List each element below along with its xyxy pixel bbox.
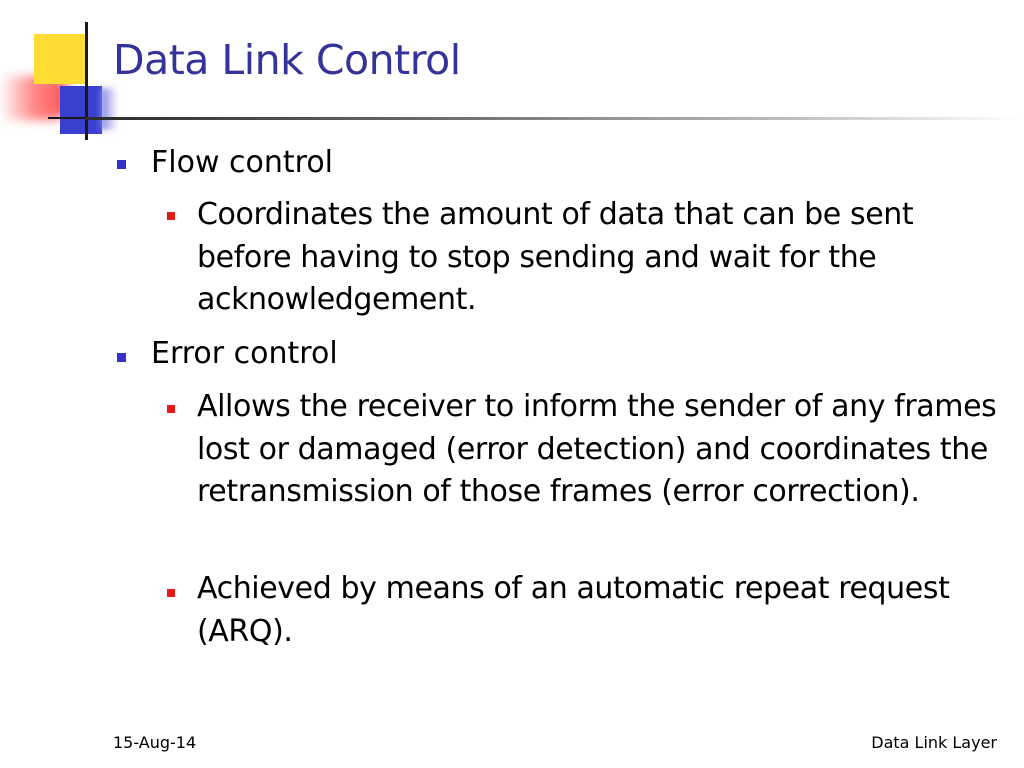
bullet-error-control: Error control	[151, 336, 338, 371]
footer-title: Data Link Layer	[871, 733, 997, 752]
footer-date: 15-Aug-14	[113, 733, 197, 752]
sub-bullet-error-allows: Allows the receiver to inform the sender of any frames lost or damaged (error detection) and coordinates the retransmission of those frames (error correction).	[197, 389, 997, 509]
level2-bullet-marker	[167, 589, 175, 597]
level2-bullet-marker	[167, 212, 175, 220]
sub-bullet-error-arq: Achieved by means of an automatic repeat request (ARQ).	[197, 571, 950, 649]
level1-bullet-marker	[117, 353, 126, 362]
slide-title: Data Link Control	[113, 36, 461, 84]
level1-bullet-marker	[117, 160, 126, 169]
level2-bullet-marker	[167, 405, 175, 413]
bullet-flow-control: Flow control	[151, 145, 334, 180]
sub-bullet-flow-coordinates: Coordinates the amount of data that can be sent before having to stop sending and wait for the acknowledgement.	[197, 197, 914, 317]
